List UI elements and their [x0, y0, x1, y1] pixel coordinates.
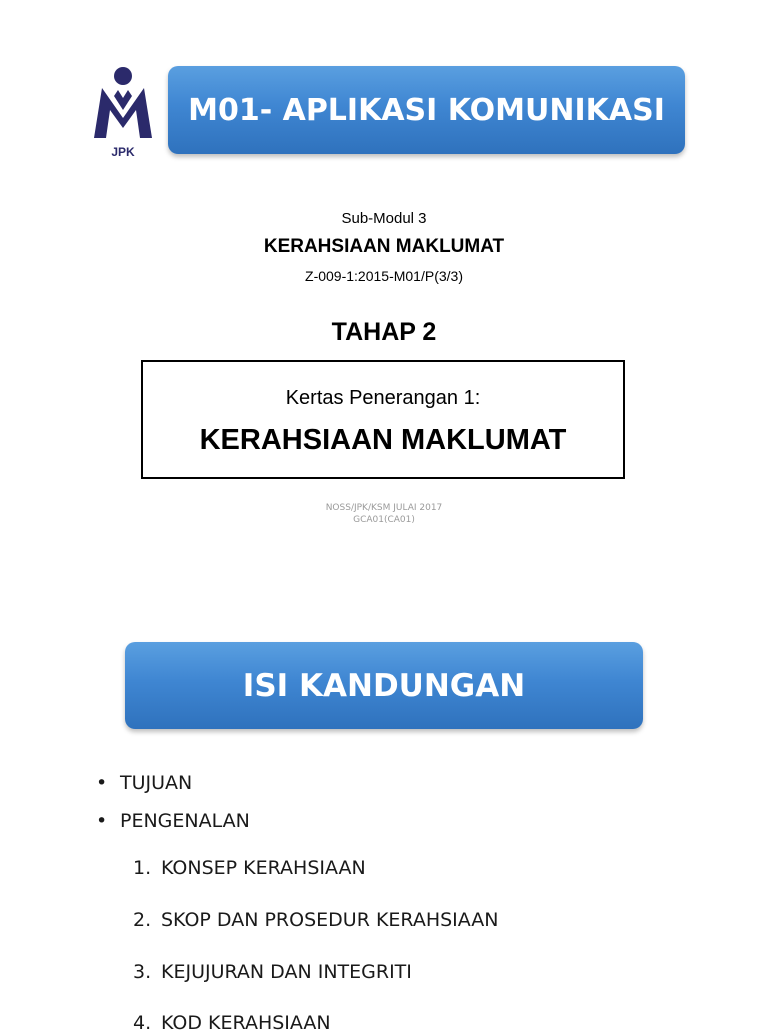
toc-bullet-item: [96, 772, 192, 794]
toc-bullet-item: [96, 810, 250, 832]
submodule-title: KERAHSIAAN MAKLUMAT: [263, 236, 505, 257]
submodule-code: Z-009-1:2015-M01/P(3/3): [305, 268, 463, 284]
toc-numbered-item: [133, 909, 499, 931]
toc-item-number: 2.: [133, 909, 152, 931]
toc-title-banner: [125, 642, 643, 729]
footer-note-line2: GCA01(CA01): [353, 515, 415, 525]
toc-item-label: KONSEP KERAHSIAAN: [161, 857, 366, 879]
module-title: M01- APLIKASI KOMUNIKASI: [188, 92, 665, 128]
toc-item-label: KOD KERAHSIAAN: [161, 1012, 331, 1034]
info-box-title: KERAHSIAAN MAKLUMAT: [199, 424, 567, 456]
footer-note-line1: NOSS/JPK/KSM JULAI 2017: [325, 503, 443, 513]
toc-numbered-item: [133, 961, 412, 983]
info-box: [141, 360, 625, 479]
toc-item-number: 4.: [133, 1012, 152, 1034]
bullet-icon: •: [96, 772, 108, 794]
toc-title: ISI KANDUNGAN: [242, 667, 526, 704]
logo-label: JPK: [111, 145, 135, 159]
module-title-banner: [168, 66, 685, 154]
toc-bullet-label: PENGENALAN: [120, 810, 250, 832]
info-box-subtitle: Kertas Penerangan 1:: [285, 387, 481, 409]
toc-numbered-item: [133, 1012, 331, 1034]
jpk-logo: [92, 66, 154, 162]
toc-item-number: 1.: [133, 857, 152, 879]
jpk-logo-mark-icon: [92, 66, 154, 146]
toc-bullet-label: TUJUAN: [120, 772, 193, 794]
toc-item-number: 3.: [133, 961, 152, 983]
toc-item-label: SKOP DAN PROSEDUR KERAHSIAAN: [161, 909, 499, 931]
level-heading: TAHAP 2: [331, 318, 437, 346]
toc-numbered-item: [133, 857, 366, 879]
submodule-label: Sub-Modul 3: [341, 210, 427, 227]
toc-item-label: KEJUJURAN DAN INTEGRITI: [161, 961, 412, 983]
bullet-icon: •: [96, 810, 108, 832]
